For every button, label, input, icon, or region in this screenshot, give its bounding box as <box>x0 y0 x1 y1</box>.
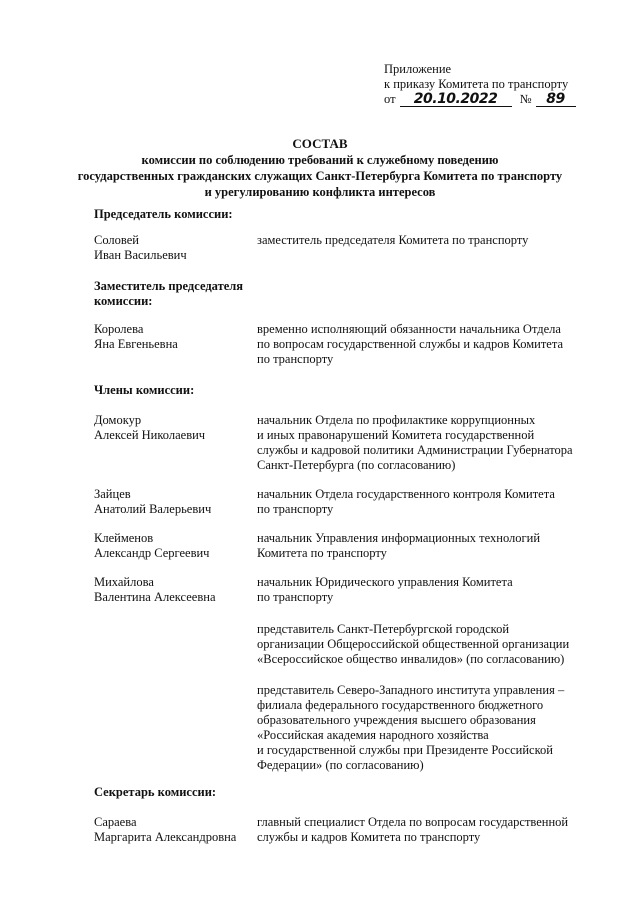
member-surname: Зайцев <box>94 487 131 501</box>
position-line: временно исполняющий обязанности начальника Отдела <box>257 322 561 336</box>
section-deputy-line: Заместитель председателя <box>94 279 244 293</box>
member-position <box>257 233 597 248</box>
position-line: образовательного учреждения высшего образования <box>257 713 536 727</box>
member-position <box>257 683 597 773</box>
member-given-names: Валентина Алексеевна <box>94 590 216 604</box>
member-surname: Королева <box>94 322 144 336</box>
position-line: по транспорту <box>257 590 334 604</box>
member-position <box>257 487 597 517</box>
member-surname: Михайлова <box>94 575 154 589</box>
handwritten-date: 20.10.2022 <box>400 92 512 107</box>
position-line: Федерации» (по согласованию) <box>257 758 424 772</box>
section-deputy <box>94 279 243 309</box>
position-line: Комитета по транспорту <box>257 546 387 560</box>
position-line: организации Общероссийской общественной организации <box>257 637 570 651</box>
member-position <box>257 815 597 845</box>
annex-line-1: Приложение <box>384 62 452 76</box>
position-line: «Всероссийское общество инвалидов» (по согласованию) <box>257 652 565 666</box>
date-prefix: от <box>384 92 396 106</box>
position-line: главный специалист Отдела по вопросам государственной <box>257 815 569 829</box>
member-name <box>94 815 254 845</box>
position-line: службы и кадровой политики Администрации Губернатора <box>257 443 573 457</box>
annex-header <box>384 62 614 107</box>
section-chairman: Председатель комиссии: <box>94 207 233 221</box>
annex-line-2: к приказу Комитета по транспорту <box>384 77 569 91</box>
position-line: представитель Санкт-Петербургской городской <box>257 622 510 636</box>
member-given-names: Александр Сергеевич <box>94 546 210 560</box>
position-line: филиала федерального государственного бюджетного <box>257 698 544 712</box>
member-name <box>94 322 254 352</box>
member-name <box>94 413 254 443</box>
handwritten-number: 89 <box>536 92 576 107</box>
position-line: по транспорту <box>257 502 334 516</box>
member-given-names: Иван Васильевич <box>94 248 187 262</box>
position-line: Санкт-Петербурга (по согласованию) <box>257 458 456 472</box>
member-surname: Домокур <box>94 413 142 427</box>
annex-date-row <box>384 92 614 107</box>
title-line: государственных гражданских служащих Санкт-Петербурга Комитета по транспорту <box>77 169 563 183</box>
number-prefix: № <box>519 92 532 106</box>
member-position <box>257 413 597 473</box>
member-name <box>94 487 254 517</box>
member-position <box>257 322 597 367</box>
position-line: и государственной службы при Президенте Российской <box>257 743 553 757</box>
member-position <box>257 575 597 605</box>
member-surname: Клейменов <box>94 531 154 545</box>
member-given-names: Анатолий Валерьевич <box>94 502 212 516</box>
member-name <box>94 531 254 561</box>
position-line: начальник Отдела государственного контроля Комитета <box>257 487 555 501</box>
member-given-names: Яна Евгеньевна <box>94 337 178 351</box>
member-name <box>94 233 254 263</box>
section-deputy-line: комиссии: <box>94 294 153 308</box>
position-line: службы и кадров Комитета по транспорту <box>257 830 481 844</box>
position-line: «Российская академия народного хозяйства <box>257 728 489 742</box>
document-title <box>40 136 600 200</box>
member-given-names: Маргарита Александровна <box>94 830 237 844</box>
position-line: по вопросам государственной службы и кадров Комитета <box>257 337 563 351</box>
position-line: начальник Управления информационных технологий <box>257 531 541 545</box>
member-surname: Сараева <box>94 815 137 829</box>
position-line: представитель Северо-Западного института управления – <box>257 683 565 697</box>
title-line: комиссии по соблюдению требований к служебному поведению <box>141 153 499 167</box>
section-secretary: Секретарь комиссии: <box>94 785 217 799</box>
member-position <box>257 531 597 561</box>
position-line: заместитель председателя Комитета по транспорту <box>257 233 529 247</box>
member-surname: Соловей <box>94 233 139 247</box>
position-line: начальник Отдела по профилактике коррупционных <box>257 413 536 427</box>
position-line: начальник Юридического управления Комитета <box>257 575 513 589</box>
section-members: Члены комиссии: <box>94 383 195 397</box>
member-name <box>94 575 254 605</box>
member-given-names: Алексей Николаевич <box>94 428 206 442</box>
title-line: и урегулированию конфликта интересов <box>204 185 436 199</box>
member-position <box>257 622 597 667</box>
position-line: и иных правонарушений Комитета государственной <box>257 428 535 442</box>
title-heading: СОСТАВ <box>292 136 348 151</box>
position-line: по транспорту <box>257 352 334 366</box>
